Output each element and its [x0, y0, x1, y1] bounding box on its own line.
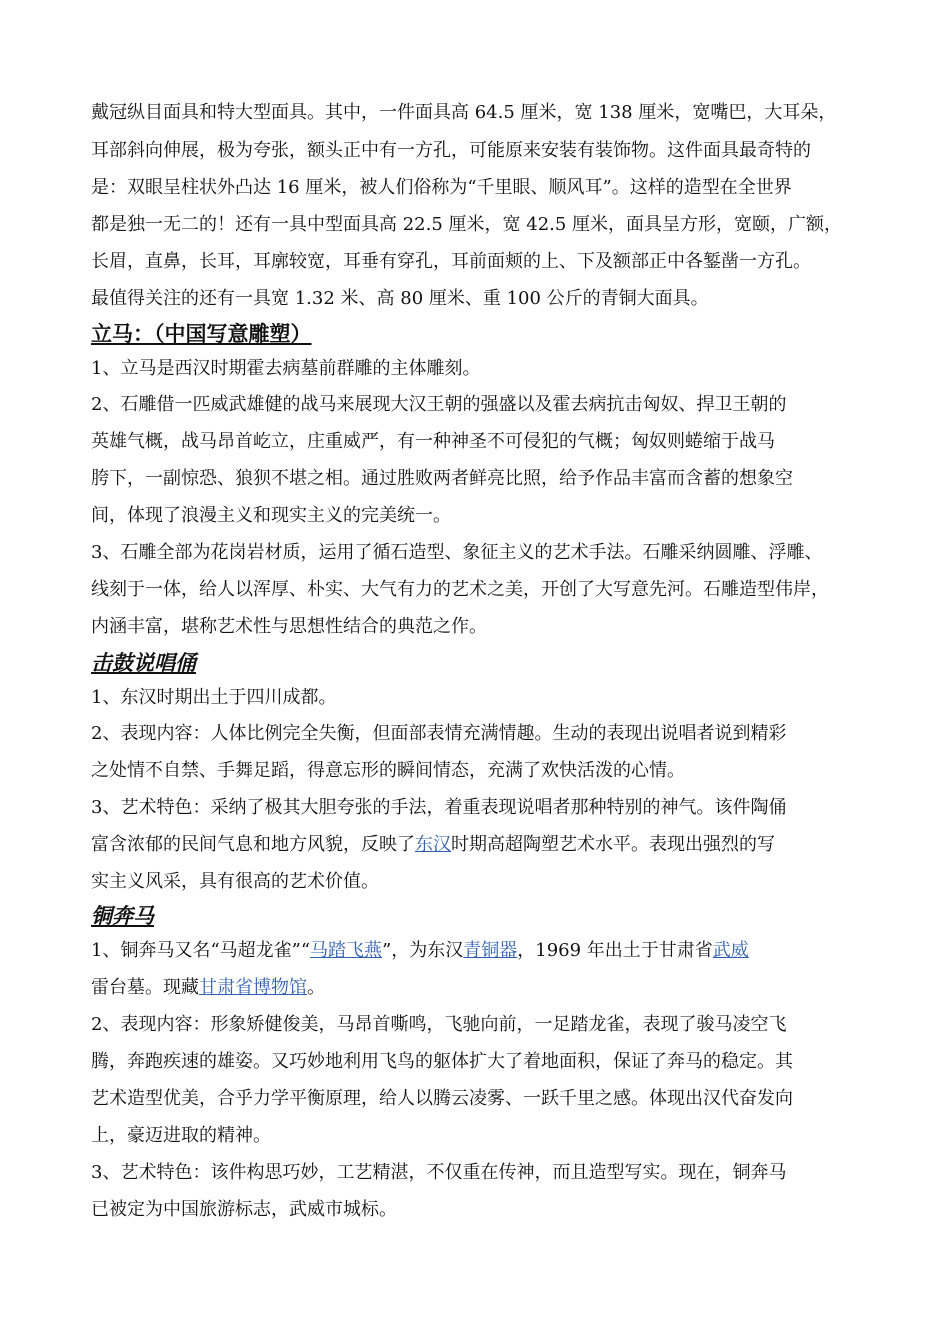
paragraph-line: 胯下，一副惊恐、狼狈不堪之相。通过胜败两者鲜亮比照，给予作品丰富而含蓄的想象空 [91, 468, 793, 489]
paragraph-line: 艺术造型优美，合乎力学平衡原理，给人以腾云凌雾、一跃千里之感。体现出汉代奋发向 [91, 1088, 793, 1109]
link-gansu-museum[interactable]: 甘肃省博物馆 [199, 977, 307, 998]
text-span: ，1969 年出土于甘肃省 [517, 940, 713, 961]
paragraph-line: 腾，奔跑疾速的雄姿。又巧妙地利用飞鸟的躯体扩大了着地面积，保证了奔马的稳定。其 [91, 1051, 793, 1072]
link-wuwei[interactable]: 武威 [712, 940, 749, 961]
text-span: 时期高超陶塑艺术水平。表现出强烈的写 [451, 834, 775, 855]
paragraph-line: 间，体现了浪漫主义和现实主义的完美统一。 [91, 505, 451, 526]
section-heading-horse: 铜奔马 [91, 904, 154, 928]
section-heading-lima: 立马：（中国写意雕塑） [91, 322, 312, 346]
link-qingtongqi[interactable]: 青铜器 [463, 940, 518, 961]
paragraph-line: 线刻于一体，给人以浑厚、朴实、大气有力的艺术之美，开创了大写意先河。石雕造型伟岸， [91, 579, 829, 600]
link-donghan[interactable]: 东汉 [415, 834, 451, 855]
paragraph-line: 英雄气概，战马昂首屹立，庄重威严，有一种神圣不可侵犯的气概；匈奴则蜷缩于战马 [91, 431, 775, 452]
paragraph-line: 之处情不自禁、手舞足蹈，得意忘形的瞬间情态，充满了欢快活泼的心情。 [91, 760, 685, 781]
paragraph-line: 3、艺术特色：采纳了极其大胆夸张的手法，着重表现说唱者那种特别的神气。该件陶俑 [91, 797, 787, 818]
paragraph-line: 实主义风采，具有很高的艺术价值。 [91, 871, 379, 892]
paragraph-line: 内涵丰富，堪称艺术性与思想性结合的典范之作。 [91, 616, 487, 637]
paragraph-line: 耳部斜向伸展，极为夸张，额头正中有一方孔，可能原来安装有装饰物。这件面具最奇特的 [91, 140, 811, 161]
text-span: ”，为东汉 [382, 940, 464, 961]
paragraph-line [91, 833, 775, 857]
text-span: 富含浓郁的民间气息和地方风貌，反映了 [91, 834, 415, 855]
section-heading-drum: 击鼓说唱俑 [91, 651, 196, 675]
paragraph-line: 3、艺术特色：该件构思巧妙，工艺精湛，不仅重在传神，而且造型写实。现在，铜奔马 [91, 1162, 787, 1183]
paragraph-line: 都是独一无二的！还有一具中型面具高 22.5 厘米，宽 42.5 厘米，面具呈方形，宽颐，广额， [91, 214, 843, 235]
text-span: 1、铜奔马又名“马超龙雀”“ [91, 940, 311, 961]
paragraph-line: 长眉，直鼻，长耳，耳廓较宽，耳垂有穿孔，耳前面颊的上、下及额部正中各錾凿一方孔。 [91, 251, 811, 272]
paragraph-line [91, 939, 749, 963]
paragraph-line: 1、立马是西汉时期霍去病墓前群雕的主体雕刻。 [91, 358, 481, 379]
paragraph-line: 2、石雕借一匹威武雄健的战马来展现大汉王朝的强盛以及霍去病抗击匈奴、捍卫王朝的 [91, 394, 787, 415]
paragraph-line: 已被定为中国旅游标志，武威市城标。 [91, 1199, 397, 1220]
paragraph-line: 最值得关注的还有一具宽 1.32 米、高 80 厘米、重 100 公斤的青铜大面具。 [91, 288, 709, 309]
paragraph-line: 3、石雕全部为花岗岩材质，运用了循石造型、象征主义的艺术手法。石雕采纳圆雕、浮雕、 [91, 542, 823, 563]
paragraph-line: 2、表现内容：形象矫健俊美，马昂首嘶鸣，飞驰向前，一足踏龙雀，表现了骏马凌空飞 [91, 1014, 787, 1035]
paragraph-line: 戴冠纵目面具和特大型面具。其中，一件面具高 64.5 厘米，宽 138 厘米，宽嘴巴，大耳朵， [91, 102, 837, 123]
paragraph-line: 1、东汉时期出土于四川成都。 [91, 687, 337, 708]
link-matafeiyan[interactable]: 马踏飞燕 [310, 940, 383, 961]
paragraph-line [91, 976, 325, 1000]
paragraph-line: 上，豪迈进取的精神。 [91, 1125, 271, 1146]
text-span: 雷台墓。现藏 [91, 977, 199, 998]
paragraph-line: 2、表现内容：人体比例完全失衡，但面部表情充满情趣。生动的表现出说唱者说到精彩 [91, 723, 787, 744]
text-span: 。 [307, 977, 325, 998]
paragraph-line: 是：双眼呈柱状外凸达 16 厘米，被人们俗称为“千里眼、顺风耳”。这样的造型在全世界 [91, 177, 792, 198]
